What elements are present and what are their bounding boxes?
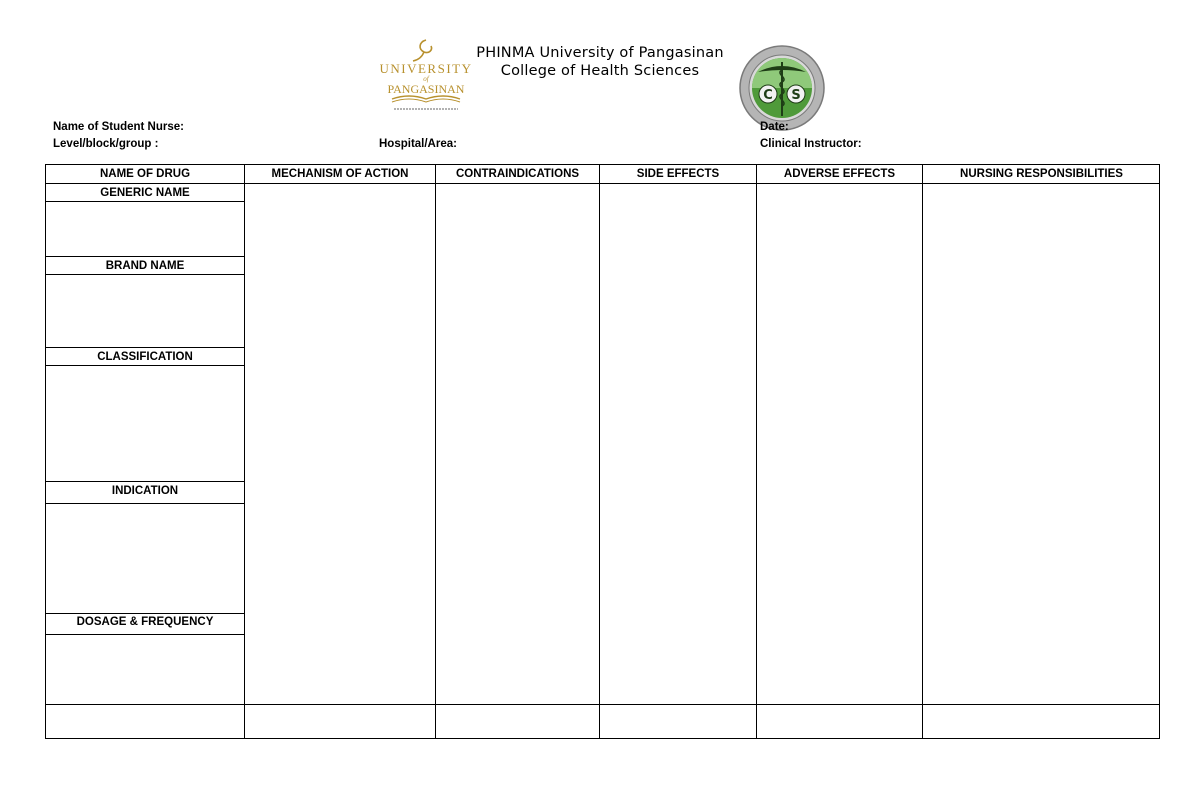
row-divider <box>45 503 245 504</box>
svg-text:S: S <box>791 88 801 103</box>
college-name: College of Health Sciences <box>500 63 700 79</box>
institution-heading <box>455 44 745 80</box>
student-nurse-label: Name of Student Nurse: <box>53 121 184 133</box>
bottom-row-divider <box>45 704 1160 705</box>
svg-text:UNIVERSITY: UNIVERSITY <box>380 61 472 76</box>
column-header-adverse-effects: ADVERSE EFFECTS <box>783 168 896 180</box>
column-header-mechanism-of-action: MECHANISM OF ACTION <box>271 168 409 180</box>
row-divider <box>45 201 245 202</box>
column-header-nursing-responsibilities: NURSING RESPONSIBILITIES <box>960 168 1123 180</box>
row-divider <box>45 274 245 275</box>
hospital-area-label: Hospital/Area: <box>379 138 457 150</box>
row-divider <box>45 365 245 366</box>
svg-text:PANGASINAN: PANGASINAN <box>387 82 465 96</box>
row-divider <box>45 481 245 482</box>
svg-text:C: C <box>763 88 773 103</box>
row-label-brand-name: BRAND NAME <box>105 260 185 272</box>
column-header-name-of-drug: NAME OF DRUG <box>99 168 191 180</box>
column-divider <box>244 164 245 739</box>
column-divider <box>922 164 923 739</box>
row-label-indication: INDICATION <box>111 485 179 497</box>
column-header-side-effects: SIDE EFFECTS <box>636 168 720 180</box>
row-label-dosage-frequency: DOSAGE & FREQUENCY <box>76 616 214 628</box>
college-seal <box>738 44 826 132</box>
university-name: PHINMA University of Pangasinan <box>476 45 724 61</box>
header-row-divider <box>45 183 1160 184</box>
column-divider <box>756 164 757 739</box>
level-block-group-label: Level/block/group : <box>53 138 159 150</box>
column-divider <box>599 164 600 739</box>
row-divider <box>45 256 245 257</box>
drug-study-table <box>45 164 1160 739</box>
svg-text:of: of <box>423 75 429 83</box>
row-label-classification: CLASSIFICATION <box>97 351 193 363</box>
college-of-health-sciences-seal-icon <box>738 44 826 132</box>
column-divider <box>435 164 436 739</box>
date-label: Date: <box>760 121 789 133</box>
row-divider <box>45 347 245 348</box>
row-divider <box>45 613 245 614</box>
clinical-instructor-label: Clinical Instructor: <box>760 138 862 150</box>
row-label-generic-name: GENERIC NAME <box>100 187 190 199</box>
column-header-contraindications: CONTRAINDICATIONS <box>455 168 580 180</box>
row-divider <box>45 634 245 635</box>
